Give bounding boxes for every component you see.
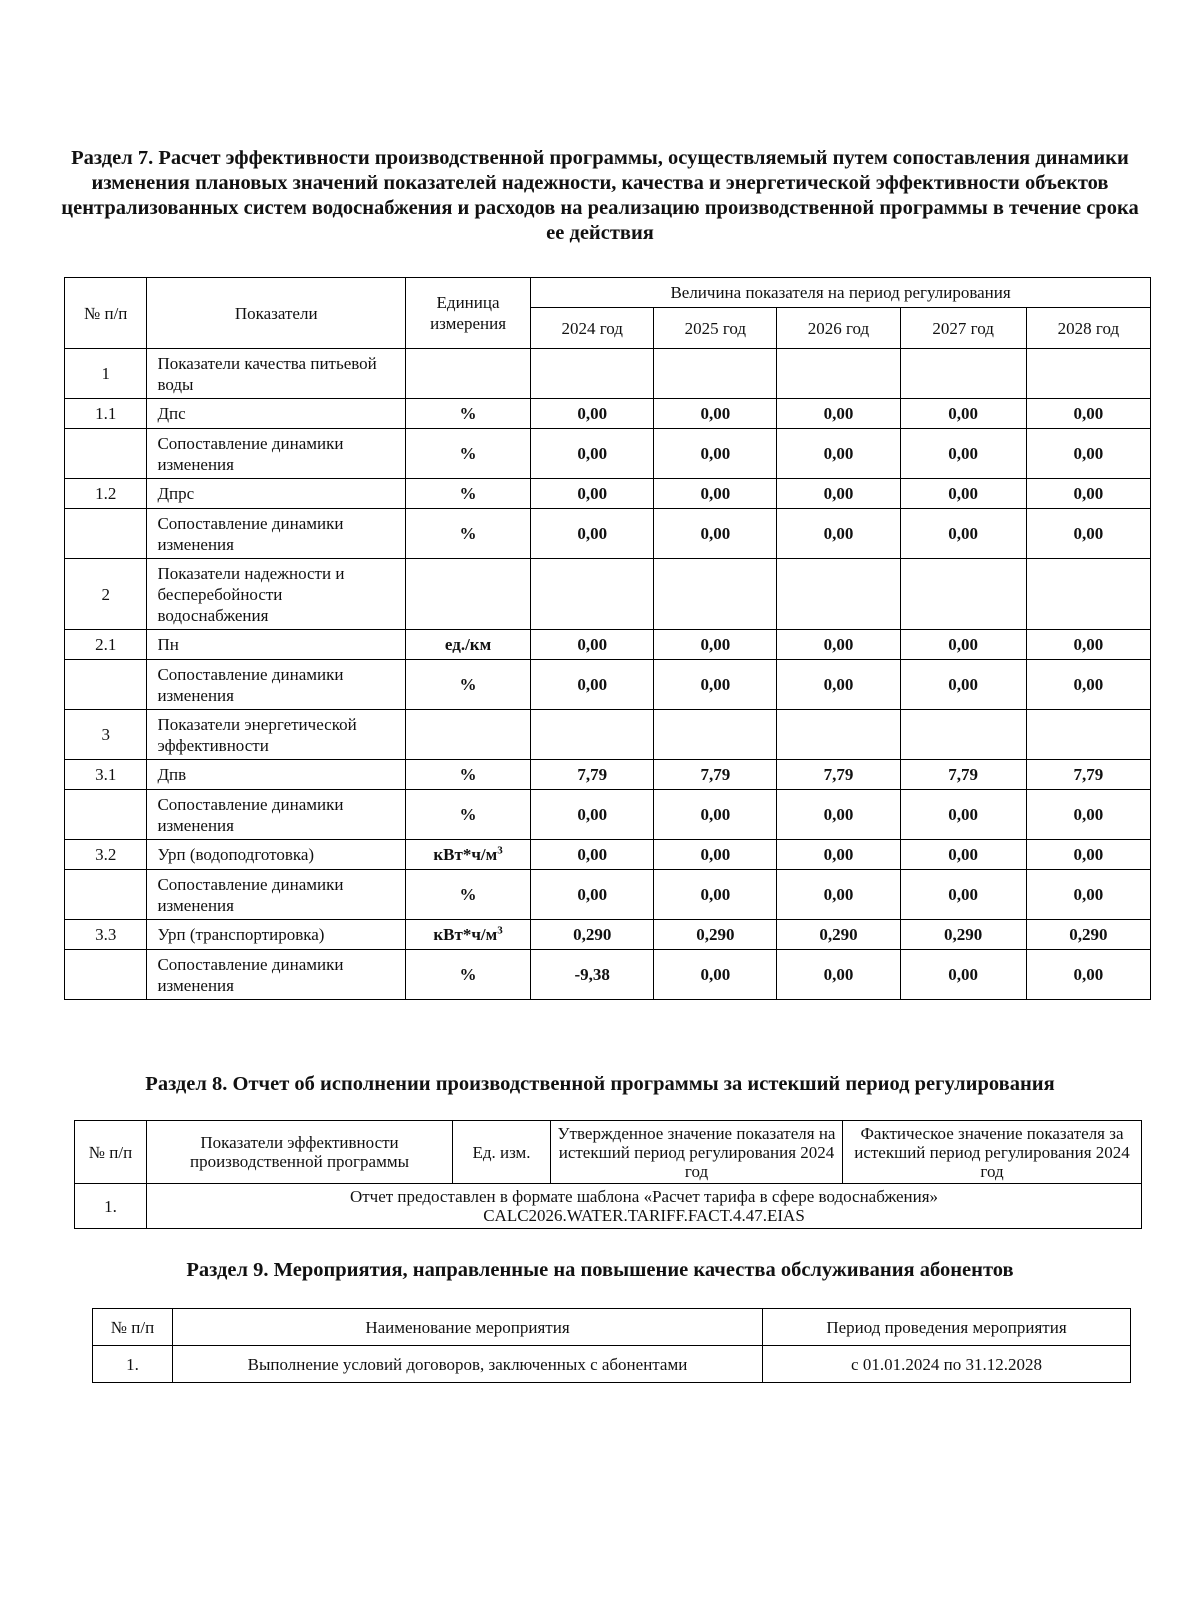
row-num bbox=[65, 429, 147, 479]
unit-text: % bbox=[459, 444, 477, 463]
row-unit bbox=[405, 660, 530, 710]
row-num: 3.3 bbox=[65, 920, 147, 950]
row-value: 7,79 bbox=[777, 760, 900, 790]
header-indicator: Показатели bbox=[147, 278, 406, 349]
row-value: 0,00 bbox=[654, 790, 777, 840]
row-value: 0,00 bbox=[531, 399, 654, 429]
header-year-2028: 2028 год bbox=[1026, 308, 1150, 349]
row-indicator: Урп (транспортировка) bbox=[147, 920, 406, 950]
row-value bbox=[900, 349, 1026, 399]
row-value: 0,00 bbox=[1026, 479, 1150, 509]
header-period-group: Величина показателя на период регулирования bbox=[531, 278, 1151, 308]
row-value: 0,00 bbox=[1026, 870, 1150, 920]
row-value: 0,00 bbox=[900, 509, 1026, 559]
table-row bbox=[65, 870, 1151, 920]
row-value bbox=[1026, 559, 1150, 630]
s9-row-num: 1. bbox=[93, 1346, 173, 1383]
header-year-2024: 2024 год bbox=[531, 308, 654, 349]
header-unit: Единица измерения bbox=[405, 278, 530, 349]
row-value: 0,00 bbox=[900, 660, 1026, 710]
row-value: 7,79 bbox=[654, 760, 777, 790]
row-value: 0,00 bbox=[1026, 399, 1150, 429]
row-unit bbox=[405, 710, 530, 760]
row-value: 7,79 bbox=[900, 760, 1026, 790]
s9-row-name: Выполнение условий договоров, заключенных с абонентами bbox=[173, 1346, 763, 1383]
row-value: 0,00 bbox=[777, 479, 900, 509]
row-value: 0,00 bbox=[777, 660, 900, 710]
row-indicator: Сопоставление динамики изменения bbox=[147, 790, 406, 840]
row-unit bbox=[405, 559, 530, 630]
row-value bbox=[1026, 349, 1150, 399]
table-row bbox=[65, 950, 1151, 1000]
row-value: 0,00 bbox=[531, 630, 654, 660]
s8-row-text-line1: Отчет предоставлен в формате шаблона «Расчет тарифа в сфере водоснабжения» bbox=[349, 1187, 939, 1206]
row-value: -9,38 bbox=[531, 950, 654, 1000]
row-value bbox=[777, 349, 900, 399]
unit-text: % bbox=[459, 885, 477, 904]
row-value: 0,00 bbox=[1026, 790, 1150, 840]
unit-text: ед./км bbox=[444, 635, 492, 654]
s8-header-indicator: Показатели эффективности производственной программы bbox=[147, 1121, 453, 1184]
row-indicator: Пн bbox=[147, 630, 406, 660]
table-row bbox=[65, 429, 1151, 479]
row-indicator: Дпрс bbox=[147, 479, 406, 509]
row-value: 7,79 bbox=[531, 760, 654, 790]
s8-header-approved: Утвержденное значение показателя на истекший период регулирования 2024 год bbox=[551, 1121, 843, 1184]
header-year-2026: 2026 год bbox=[777, 308, 900, 349]
row-value: 0,00 bbox=[777, 399, 900, 429]
row-value: 0,00 bbox=[654, 429, 777, 479]
row-value: 0,00 bbox=[777, 630, 900, 660]
row-unit bbox=[405, 399, 530, 429]
row-value: 0,00 bbox=[531, 479, 654, 509]
unit-text: % bbox=[459, 524, 477, 543]
s9-row-period: с 01.01.2024 по 31.12.2028 bbox=[763, 1346, 1131, 1383]
table-row bbox=[65, 559, 1151, 630]
section7-table-body bbox=[65, 349, 1151, 1000]
row-value: 0,00 bbox=[777, 950, 900, 1000]
row-value: 0,00 bbox=[900, 630, 1026, 660]
row-unit bbox=[405, 630, 530, 660]
row-value: 0,00 bbox=[900, 840, 1026, 870]
row-unit bbox=[405, 920, 530, 950]
s8-header-num: № п/п bbox=[75, 1121, 147, 1184]
row-value bbox=[654, 710, 777, 760]
table-row bbox=[65, 760, 1151, 790]
row-value: 0,00 bbox=[1026, 429, 1150, 479]
header-year-2027: 2027 год bbox=[900, 308, 1026, 349]
row-value: 0,00 bbox=[777, 870, 900, 920]
s8-row-text bbox=[147, 1184, 1142, 1229]
row-value: 0,00 bbox=[531, 509, 654, 559]
row-num bbox=[65, 790, 147, 840]
row-indicator: Дпс bbox=[147, 399, 406, 429]
unit-text: кВт*ч/м bbox=[433, 845, 498, 864]
row-value: 0,00 bbox=[531, 660, 654, 710]
row-value: 0,290 bbox=[900, 920, 1026, 950]
row-value: 0,00 bbox=[777, 840, 900, 870]
s9-header-name: Наименование мероприятия bbox=[173, 1309, 763, 1346]
row-value: 0,00 bbox=[654, 660, 777, 710]
row-indicator: Дпв bbox=[147, 760, 406, 790]
row-indicator: Сопоставление динамики изменения bbox=[147, 870, 406, 920]
row-value: 0,290 bbox=[654, 920, 777, 950]
row-num bbox=[65, 509, 147, 559]
row-value: 0,00 bbox=[654, 950, 777, 1000]
row-indicator: Сопоставление динамики изменения bbox=[147, 950, 406, 1000]
s9-header-period: Период проведения мероприятия bbox=[763, 1309, 1131, 1346]
row-num: 1.1 bbox=[65, 399, 147, 429]
row-value bbox=[777, 559, 900, 630]
row-value: 0,00 bbox=[900, 429, 1026, 479]
unit-text: % bbox=[459, 404, 477, 423]
row-value: 0,00 bbox=[777, 790, 900, 840]
row-value bbox=[900, 710, 1026, 760]
row-num: 2.1 bbox=[65, 630, 147, 660]
row-unit bbox=[405, 950, 530, 1000]
s8-header-actual: Фактическое значение показателя за истекший период регулирования 2024 год bbox=[843, 1121, 1142, 1184]
row-value: 0,00 bbox=[654, 479, 777, 509]
row-indicator: Сопоставление динамики изменения bbox=[147, 509, 406, 559]
row-value: 0,00 bbox=[777, 429, 900, 479]
table-row bbox=[65, 840, 1151, 870]
table-row bbox=[65, 790, 1151, 840]
table-row bbox=[65, 630, 1151, 660]
unit-text: кВт*ч/м bbox=[433, 925, 498, 944]
row-value bbox=[654, 559, 777, 630]
row-unit bbox=[405, 760, 530, 790]
row-value: 0,00 bbox=[531, 790, 654, 840]
unit-text: % bbox=[459, 675, 477, 694]
row-value: 0,00 bbox=[531, 840, 654, 870]
row-indicator: Показатели надежности и бесперебойности водоснабжения bbox=[147, 559, 406, 630]
section8-title: Раздел 8. Отчет об исполнении производственной программы за истекший период регулирования bbox=[145, 1073, 1055, 1095]
row-num: 3 bbox=[65, 710, 147, 760]
row-value: 0,00 bbox=[654, 509, 777, 559]
row-value: 0,00 bbox=[777, 509, 900, 559]
row-value: 7,79 bbox=[1026, 760, 1150, 790]
row-value: 0,00 bbox=[531, 429, 654, 479]
row-unit bbox=[405, 509, 530, 559]
row-unit bbox=[405, 790, 530, 840]
row-value: 0,00 bbox=[900, 399, 1026, 429]
row-value bbox=[531, 710, 654, 760]
row-value: 0,00 bbox=[1026, 950, 1150, 1000]
row-num: 1 bbox=[65, 349, 147, 399]
s8-row-num: 1. bbox=[75, 1184, 147, 1229]
row-value bbox=[1026, 710, 1150, 760]
row-num: 1.2 bbox=[65, 479, 147, 509]
table-row bbox=[65, 710, 1151, 760]
row-value: 0,00 bbox=[1026, 660, 1150, 710]
section9-table bbox=[92, 1308, 1131, 1383]
row-value bbox=[900, 559, 1026, 630]
row-value: 0,00 bbox=[900, 870, 1026, 920]
section8-table bbox=[74, 1120, 1142, 1229]
row-num: 2 bbox=[65, 559, 147, 630]
unit-text: % bbox=[459, 765, 477, 784]
row-value bbox=[531, 349, 654, 399]
row-unit bbox=[405, 479, 530, 509]
unit-text: % bbox=[459, 805, 477, 824]
row-indicator: Урп (водоподготовка) bbox=[147, 840, 406, 870]
row-value: 0,290 bbox=[531, 920, 654, 950]
row-value: 0,290 bbox=[777, 920, 900, 950]
header-year-2025: 2025 год bbox=[654, 308, 777, 349]
s8-row-text-line2: CALC2026.WATER.TARIFF.FACT.4.47.EIAS bbox=[483, 1206, 805, 1225]
row-unit bbox=[405, 840, 530, 870]
row-num bbox=[65, 660, 147, 710]
table-row bbox=[65, 349, 1151, 399]
table-row bbox=[65, 479, 1151, 509]
row-value: 0,00 bbox=[1026, 630, 1150, 660]
header-num: № п/п bbox=[65, 278, 147, 349]
row-value: 0,00 bbox=[531, 870, 654, 920]
row-num: 3.1 bbox=[65, 760, 147, 790]
table-row bbox=[65, 399, 1151, 429]
row-num bbox=[65, 870, 147, 920]
row-num bbox=[65, 950, 147, 1000]
row-value: 0,00 bbox=[900, 790, 1026, 840]
row-value bbox=[654, 349, 777, 399]
row-value: 0,00 bbox=[1026, 509, 1150, 559]
section7-title: Раздел 7. Расчет эффективности производственной программы, осуществляемый путем сопоставления динамики изменения плановых значений показателей надежности, качества и энергетической эффективности объектов централизованных систем водоснабжения и расходов на реализацию производственной программы в течение срока ее действия bbox=[61, 147, 1139, 244]
row-unit bbox=[405, 429, 530, 479]
row-unit bbox=[405, 870, 530, 920]
unit-text: % bbox=[459, 484, 477, 503]
table-row bbox=[65, 920, 1151, 950]
row-value: 0,00 bbox=[654, 399, 777, 429]
row-value bbox=[531, 559, 654, 630]
row-indicator: Сопоставление динамики изменения bbox=[147, 660, 406, 710]
table-row bbox=[65, 509, 1151, 559]
s9-header-num: № п/п bbox=[93, 1309, 173, 1346]
unit-superscript: 3 bbox=[497, 844, 503, 857]
row-value: 0,00 bbox=[900, 950, 1026, 1000]
row-value: 0,00 bbox=[1026, 840, 1150, 870]
row-indicator: Сопоставление динамики изменения bbox=[147, 429, 406, 479]
row-value: 0,00 bbox=[654, 630, 777, 660]
section9-title: Раздел 9. Мероприятия, направленные на повышение качества обслуживания абонентов bbox=[186, 1259, 1014, 1281]
row-value: 0,00 bbox=[654, 870, 777, 920]
unit-superscript: 3 bbox=[497, 924, 503, 937]
row-value: 0,00 bbox=[900, 479, 1026, 509]
unit-text: % bbox=[459, 965, 477, 984]
row-value bbox=[777, 710, 900, 760]
row-indicator: Показатели энергетической эффективности bbox=[147, 710, 406, 760]
row-unit bbox=[405, 349, 530, 399]
table-row bbox=[65, 660, 1151, 710]
row-value: 0,290 bbox=[1026, 920, 1150, 950]
row-indicator: Показатели качества питьевой воды bbox=[147, 349, 406, 399]
section7-table bbox=[64, 277, 1151, 1000]
row-value: 0,00 bbox=[654, 840, 777, 870]
s8-header-unit: Ед. изм. bbox=[453, 1121, 551, 1184]
row-num: 3.2 bbox=[65, 840, 147, 870]
